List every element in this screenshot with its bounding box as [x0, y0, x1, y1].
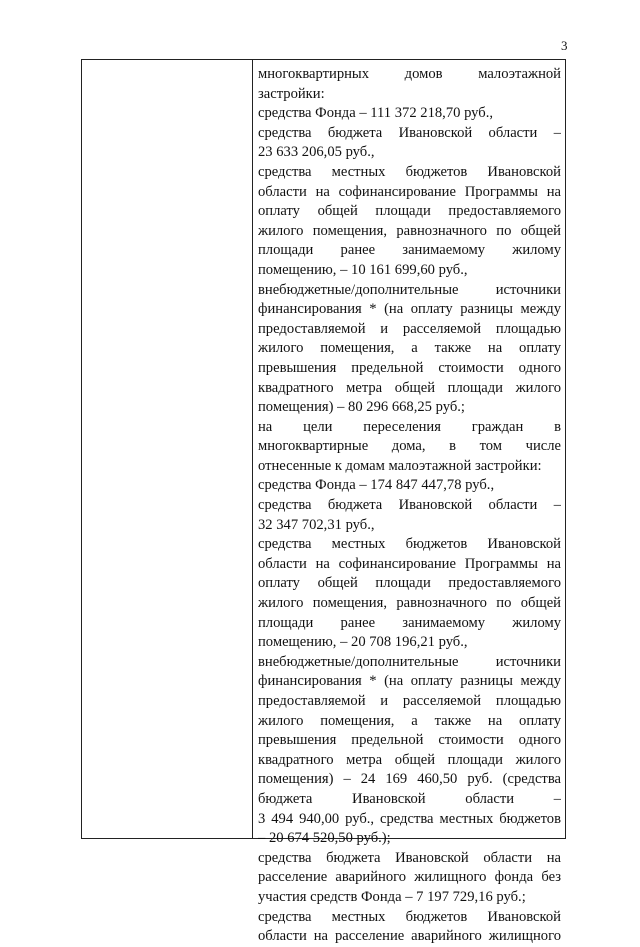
- funding-table: [81, 59, 566, 945]
- text-line: внебюджетные/дополнительные источники: [258, 281, 561, 298]
- text-line: жилого помещения, а также на оплату: [258, 712, 561, 729]
- text-line: оплату общей площади предоставляемого: [258, 575, 561, 592]
- text-line: финансирования * (на оплату разницы между: [258, 301, 561, 318]
- text-line: предоставляемой и расселяемой площадью: [258, 320, 561, 337]
- text-line: жилого помещения, равнозначного по общей: [258, 222, 561, 239]
- text-line: средства местных бюджетов Ивановской: [258, 536, 561, 553]
- text-line: помещению, – 10 161 699,60 руб.,: [258, 261, 468, 278]
- text-line: средства бюджета Ивановской области –: [258, 497, 561, 514]
- text-line: помещению, – 20 708 196,21 руб.,: [258, 634, 468, 651]
- text-line: застройки:: [258, 85, 325, 102]
- text-line: области на расселение аварийного жилищного: [258, 928, 561, 945]
- text-line: участия средств Фонда – 7 197 729,16 руб.;: [258, 888, 526, 905]
- text-line: отнесенные к домам малоэтажной застройки:: [258, 457, 542, 474]
- text-line: – 20 674 520,50 руб.);: [258, 830, 391, 847]
- text-line: помещения) – 24 169 460,50 руб. (средства: [258, 771, 561, 788]
- text-line: 3 494 940,00 руб., средства местных бюджетов: [258, 810, 561, 827]
- text-line: многоквартирные дома, в том числе: [258, 438, 561, 455]
- text-line: квадратного метра общей площади жилого: [258, 751, 561, 768]
- text-line: жилого помещения, а также на оплату: [258, 340, 561, 357]
- text-line: 32 347 702,31 руб.,: [258, 516, 375, 533]
- text-line: 23 633 206,05 руб.,: [258, 144, 375, 161]
- text-line: финансирования * (на оплату разницы между: [258, 673, 561, 690]
- text-line: площади ранее занимаемому жилому: [258, 614, 561, 631]
- text-line: средства местных бюджетов Ивановской: [258, 163, 561, 180]
- text-line: области на софинансирование Программы на: [258, 555, 561, 572]
- text-line: помещения) – 80 296 668,25 руб.;: [258, 399, 465, 416]
- text-line: жилого помещения, равнозначного по общей: [258, 595, 561, 612]
- page-number: 3: [561, 38, 568, 53]
- text-line: предоставляемой и расселяемой площадью: [258, 693, 561, 709]
- text-line: внебюджетные/дополнительные источники: [258, 653, 561, 670]
- text-line: оплату общей площади предоставляемого: [258, 203, 561, 220]
- table-right-cell: [258, 65, 561, 947]
- text-line: на цели переселения граждан в: [258, 418, 561, 435]
- text-line: бюджета Ивановской области –: [258, 790, 561, 807]
- text-line: средства Фонда – 111 372 218,70 руб.,: [258, 105, 494, 122]
- text-line: расселение аварийного жилищного фонда без: [258, 869, 561, 886]
- text-line: квадратного метра общей площади жилого: [258, 379, 561, 396]
- table-left-cell: [82, 60, 253, 838]
- text-line: области на софинансирование Программы на: [258, 183, 561, 200]
- text-line: средства Фонда – 174 847 447,78 руб.,: [258, 477, 495, 494]
- text-line: превышения предельной стоимости одного: [258, 359, 561, 376]
- text-line: средства бюджета Ивановской области –: [258, 124, 561, 141]
- text-line: многоквартирных домов малоэтажной: [258, 66, 561, 82]
- text-line: превышения предельной стоимости одного: [258, 732, 561, 749]
- text-line: площади ранее занимаемому жилому: [258, 242, 561, 259]
- text-line: средства местных бюджетов Ивановской: [258, 908, 561, 925]
- text-line: средства бюджета Ивановской области на: [258, 849, 561, 866]
